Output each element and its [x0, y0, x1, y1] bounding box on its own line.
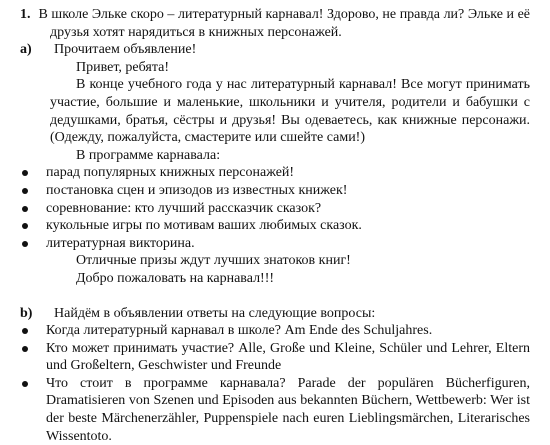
bullet-icon [22, 223, 28, 229]
program-title: В программе карнавала: [76, 147, 221, 163]
program-item: кукольные игры по мотивам ваших любимых сказок. [22, 217, 530, 235]
announcement-body: В конце учебного года у нас литературный карнавал! Все могут принимать участие, большие и маленькие, школьники и учителя, родители и бабушки с дедушками, братья, сёстры и друзья! Вы одеваетесь, как книжные персонажи. (Одежду, пожалуйста, смастерите или сшейте сами!) [50, 77, 530, 146]
bullet-icon [22, 381, 28, 387]
closing-prizes: Отличные призы ждут лучших знатоков книг! [76, 253, 351, 269]
bullet-icon [22, 170, 28, 176]
part-a-heading [20, 41, 530, 59]
spacer [50, 288, 530, 305]
part-a-label: а) [20, 42, 32, 58]
program-item: постановка сцен и эпизодов из известных книжек! [22, 182, 530, 200]
question-item: Когда литературный карнавал в школе? Am Ende des Schuljahres. [22, 322, 530, 340]
program-item: литературная викторина. [22, 235, 530, 253]
intro-text: В школе Эльке скоро – литературный карнавал! Здорово, не правда ли? Эльке и её друзья хотят нарядиться в книжных персонажей. [38, 7, 530, 40]
exercise-page [20, 6, 530, 445]
bullet-icon [22, 241, 28, 247]
bullet-icon [22, 188, 28, 194]
part-b-heading [20, 305, 530, 323]
exercise-number: 1. [20, 7, 31, 22]
part-a-instruction: Прочитаем объявление! [54, 42, 197, 58]
part-b-instruction: Найдём в объявлении ответы на следующие вопросы: [54, 305, 376, 321]
bullet-icon [22, 328, 28, 334]
question-item: Кто может принимать участие? Alle, Große und Kleine, Schüler und Lehrer, Eltern und Großeltern, Geschwister und Freunde [22, 340, 530, 375]
bullet-icon [22, 206, 28, 212]
program-list [22, 164, 530, 252]
questions-list [22, 322, 530, 445]
question-item: Что стоит в программе карнавала? Parade der populären Bücherfiguren, Dramatisieren von Szenen und Episoden aus bekannten Büchern, Wettbewerb: Wer ist der beste Märchenerzähler, Puppenspiele nach euren Lieblingsmärchen, Literarisches Wissentoto. [22, 375, 530, 445]
announcement-greeting: Привет, ребята! [76, 59, 170, 75]
exercise-intro [20, 6, 530, 41]
part-b-label: b) [20, 305, 33, 321]
bullet-icon [22, 346, 28, 352]
closing-welcome: Добро пожаловать на карнавал!!! [76, 270, 275, 286]
program-item: соревнование: кто лучший рассказчик сказок? [22, 200, 530, 218]
program-item: парад популярных книжных персонажей! [22, 164, 530, 182]
